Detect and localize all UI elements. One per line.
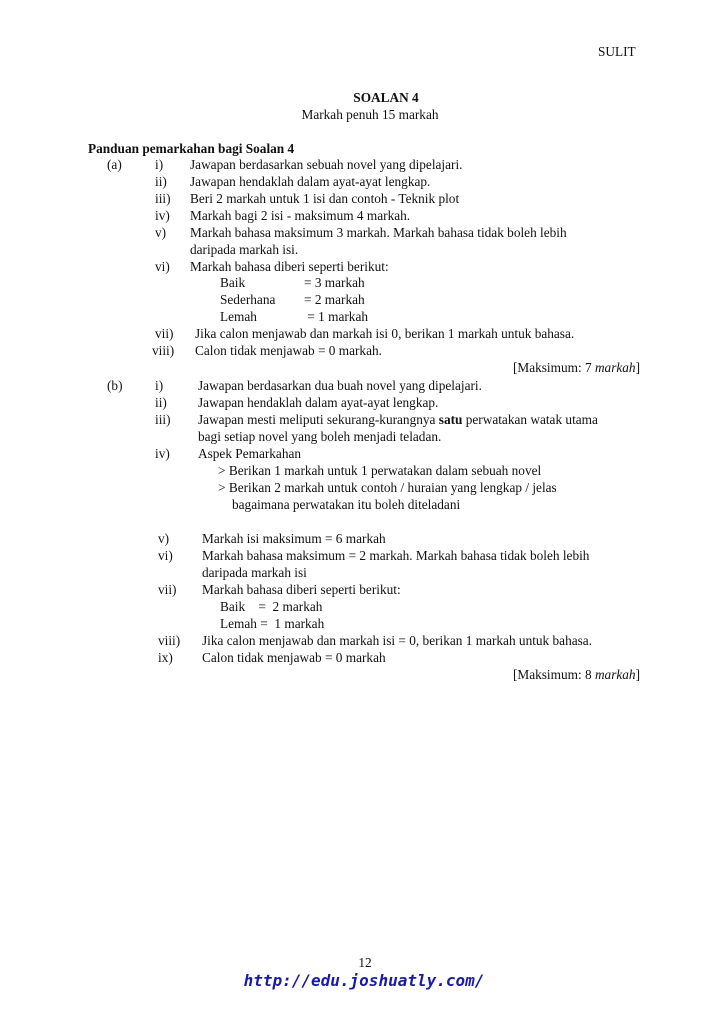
aspect-line: > Berikan 2 markah untuk contoh / huraian yang lengkap / jelas — [218, 480, 557, 495]
item-text: Jawapan hendaklah dalam ayat-ayat lengkap. — [198, 395, 439, 410]
item-number: v) — [158, 531, 170, 546]
item-text: Markah bahasa maksimum = 2 markah. Markah bahasa tidak boleh lebih — [202, 548, 590, 563]
footer-url-link[interactable]: http://edu.joshuatly.com/ — [243, 971, 485, 990]
item-number: vi) — [158, 548, 173, 563]
item-number: v) — [155, 225, 167, 240]
section-a-maximum: [Maksimum: 7 markah] — [512, 360, 640, 375]
item-number: iv) — [155, 208, 170, 223]
item-number: vii) — [158, 582, 177, 597]
item-text-continued: daripada markah isi. — [190, 242, 299, 257]
item-text: Jawapan hendaklah dalam ayat-ayat lengkap. — [190, 174, 431, 189]
item-text: Beri 2 markah untuk 1 isi dan contoh - Teknik plot — [190, 191, 460, 206]
item-number: iii) — [155, 191, 171, 206]
grade-value: = 3 markah — [304, 275, 365, 290]
grade-label: Baik — [220, 275, 246, 290]
grade-line: Baik = 2 markah — [220, 599, 323, 614]
item-number: vi) — [155, 259, 170, 274]
item-number: vii) — [155, 326, 174, 341]
item-number: iv) — [155, 446, 170, 461]
item-text: Aspek Pemarkahan — [198, 446, 302, 461]
section-a-label: (a) — [107, 157, 122, 172]
question-title: SOALAN 4 — [353, 90, 419, 105]
item-number: ii) — [155, 395, 167, 410]
item-text: Jawapan mesti meliputi sekurang-kurangnya satu perwatakan watak utama — [198, 412, 598, 427]
question-subtitle: Markah penuh 15 markah — [301, 107, 439, 122]
item-text: Jawapan berdasarkan sebuah novel yang dipelajari. — [190, 157, 463, 172]
item-text: Markah bahasa diberi seperti berikut: — [202, 582, 401, 597]
aspect-line: > Berikan 1 markah untuk 1 perwatakan dalam sebuah novel — [218, 463, 542, 478]
grade-line: Lemah = 1 markah — [220, 616, 325, 631]
classification-label: SULIT — [598, 44, 636, 59]
item-text: Calon tidak menjawab = 0 markah. — [195, 343, 382, 358]
item-text: Jika calon menjawab dan markah isi = 0, berikan 1 markah untuk bahasa. — [202, 633, 593, 648]
item-text-continued: daripada markah isi — [202, 565, 307, 580]
page-number: 12 — [358, 955, 372, 970]
item-text: Calon tidak menjawab = 0 markah — [202, 650, 386, 665]
item-text: Markah bahasa diberi seperti berikut: — [190, 259, 389, 274]
item-number: i) — [155, 378, 164, 393]
item-text: Jawapan berdasarkan dua buah novel yang dipelajari. — [198, 378, 482, 393]
item-number: i) — [155, 157, 164, 172]
grade-value: = 1 markah — [304, 309, 368, 324]
item-text: Markah isi maksimum = 6 markah — [202, 531, 386, 546]
item-text: Markah bagi 2 isi - maksimum 4 markah. — [190, 208, 411, 223]
item-text: Jika calon menjawab dan markah isi 0, berikan 1 markah untuk bahasa. — [195, 326, 575, 341]
section-b-maximum: [Maksimum: 8 markah] — [512, 667, 640, 682]
guide-title: Panduan pemarkahan bagi Soalan 4 — [88, 141, 295, 156]
grade-label: Lemah — [220, 309, 257, 324]
grade-label: Sederhana — [220, 292, 276, 307]
item-number: viii) — [152, 343, 175, 358]
grade-value: = 2 markah — [304, 292, 365, 307]
item-text: Markah bahasa maksimum 3 markah. Markah bahasa tidak boleh lebih — [190, 225, 567, 240]
item-number: ii) — [155, 174, 167, 189]
section-b-label: (b) — [107, 378, 123, 393]
item-number: ix) — [158, 650, 173, 665]
item-number: viii) — [158, 633, 181, 648]
item-number: iii) — [155, 412, 171, 427]
aspect-line: bagaimana perwatakan itu boleh diteladani — [232, 497, 461, 512]
item-text-continued: bagi setiap novel yang boleh menjadi teladan. — [198, 429, 442, 444]
